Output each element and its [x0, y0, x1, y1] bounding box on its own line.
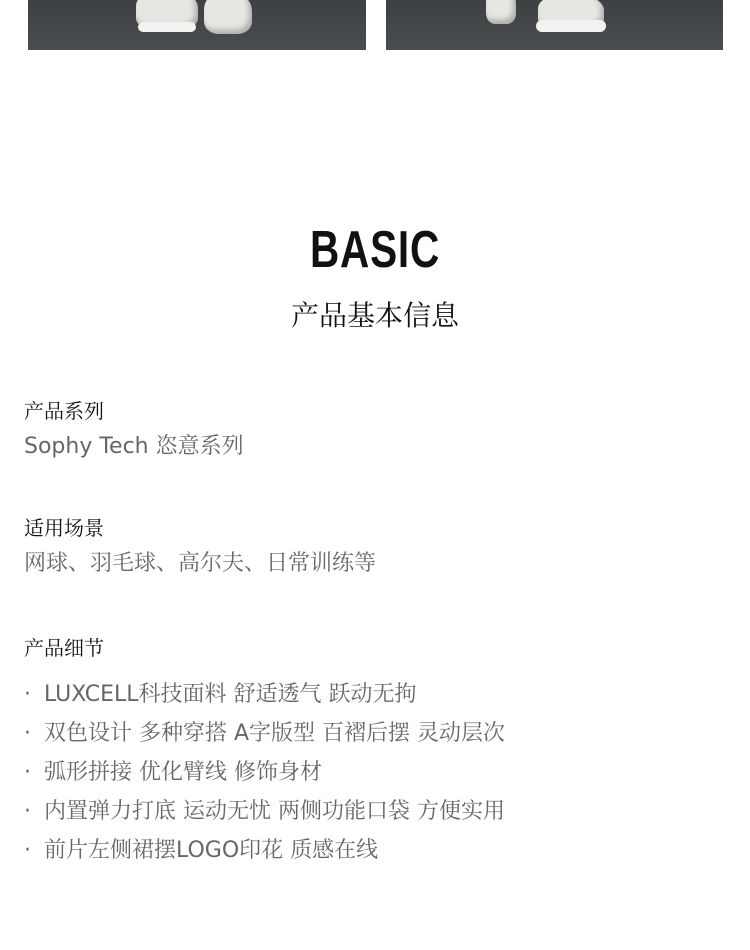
product-details-section: [24, 635, 724, 870]
product-series-label: 产品系列: [24, 399, 104, 423]
product-details-list: [24, 675, 724, 870]
detail-item-text: 前片左侧裙摆LOGO印花 质感在线: [44, 837, 379, 863]
detail-item: [24, 831, 724, 870]
detail-item-text: 双色设计 多种穿搭 A字版型 百褶后摆 灵动层次: [44, 720, 506, 746]
product-photo-right: [386, 0, 723, 50]
detail-item-text: 内置弹力打底 运动无忧 两侧功能口袋 方便实用: [44, 798, 505, 824]
detail-item: [24, 753, 724, 792]
product-details-label: 产品细节: [24, 636, 104, 660]
section-title-cn: 产品基本信息: [290, 299, 459, 332]
section-title-en: BASIC: [309, 221, 441, 279]
usage-scenarios-label: 适用场景: [24, 516, 104, 540]
bullet-icon: ·: [24, 798, 31, 824]
detail-item-text: 弧形拼接 优化臂线 修饰身材: [44, 759, 322, 785]
usage-scenarios-section: [24, 515, 724, 579]
sneaker-sole: [138, 22, 196, 32]
detail-item: [24, 714, 724, 753]
sneaker-image: [486, 0, 516, 24]
sneaker-sole: [536, 20, 606, 32]
bullet-icon: ·: [24, 759, 31, 785]
sneaker-image: [204, 0, 252, 34]
detail-item-text: LUXCELL科技面料 舒适透气 跃动无拘: [44, 681, 417, 707]
product-series-section: [24, 398, 724, 462]
product-series-value: Sophy Tech 恣意系列: [24, 434, 244, 459]
usage-scenarios-value: 网球、羽毛球、高尔夫、日常训练等: [24, 551, 377, 576]
detail-item: [24, 792, 724, 831]
bullet-icon: ·: [24, 681, 31, 707]
detail-item: [24, 675, 724, 714]
product-photo-left: [28, 0, 366, 50]
bullet-icon: ·: [24, 720, 31, 746]
bullet-icon: ·: [24, 837, 31, 863]
